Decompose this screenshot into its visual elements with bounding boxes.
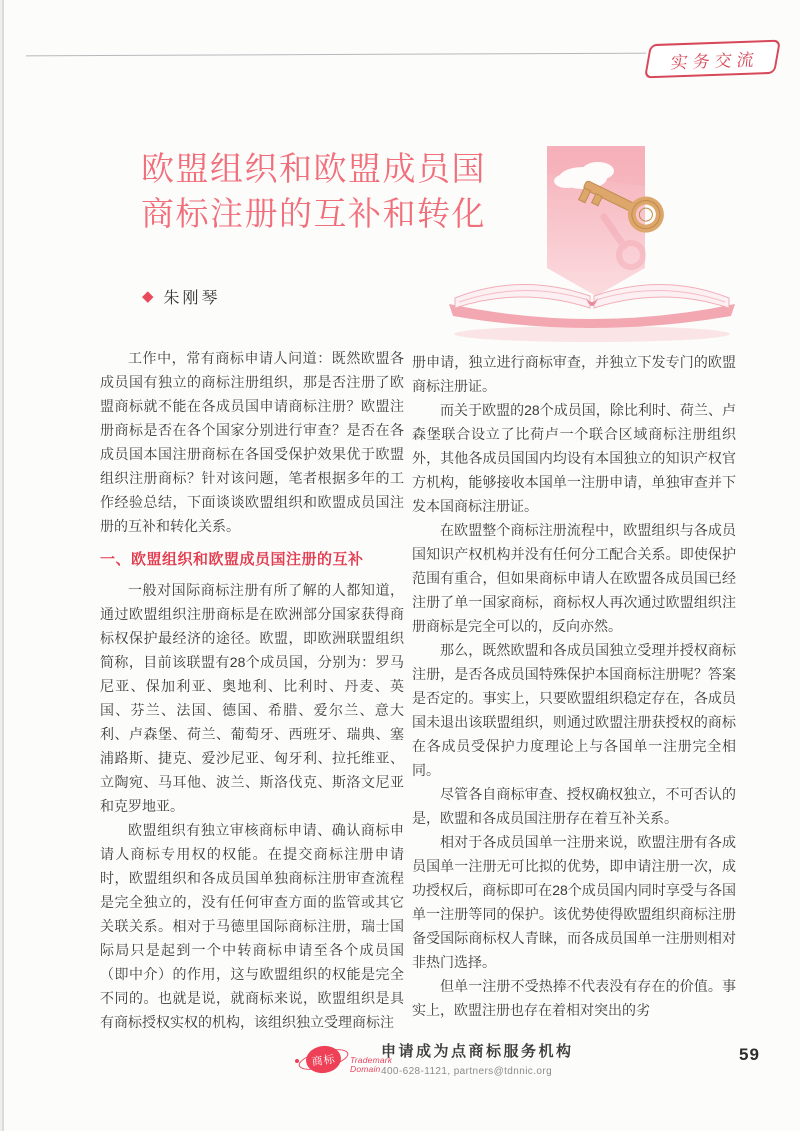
paragraph: 册申请，独立进行商标审查，并独立下发专门的欧盟商标注册证。: [412, 354, 736, 394]
paragraph: 在欧盟整个商标注册流程中，欧盟组织与各成员国知识产权机构并没有任何分工配合关系。即使保护范围有重合，但如果商标申请人在欧盟各成员国已经注册了单一国家商标，商标权人再次通过欧盟组织注册商标是完全可以的，反向亦然。: [412, 522, 736, 634]
paragraph: 而关于欧盟的28个成员国，除比利时、荷兰、卢森堡联合设立了比荷卢一个联合区域商标注册组织外，其他各成员国国内均设有本国独立的知识产权官方机构，能够接收本国单一注册申请，单独审查并下发本国商标注册证。: [412, 402, 736, 514]
right-column: [412, 350, 736, 1022]
footer-service-title: 申请成为点商标服务机构: [381, 1043, 574, 1060]
column-tag-badge: [644, 40, 781, 79]
paragraph: 那么，既然欧盟和各成员国独立受理并授权商标注册，是否各成员国特殊保护本国商标注册呢？答案是否定的。事实上，只要欧盟组织稳定存在，各成员国未退出该联盟组织，则通过欧盟注册获授权的商标在各成员受保护力度理论上与各国单一注册完全相同。: [412, 642, 736, 778]
page-number: 59: [739, 1045, 760, 1064]
section-heading: 一、欧盟组织和欧盟成员国注册的互补: [100, 551, 364, 568]
paragraph: 但单一注册不受热捧不代表没有存在的价值。事实上，欧盟注册也存在着相对突出的劣: [412, 978, 736, 1018]
article-title-line2: 商标注册的互补和转化: [141, 195, 486, 232]
footer-service-contact: 400-628-1121, partners@tdnnic.org: [381, 1066, 553, 1077]
paragraph: 尽管各自商标审查、授权确权独立，不可否认的是，欧盟和各成员国注册存在着互补关系。: [412, 786, 736, 826]
paragraph: 相对于各成员国单一注册来说，欧盟注册有各成员国单一注册无可比拟的优势，即申请注册一次，成功授权后，商标即可在28个成员国内同时享受与各国单一注册等同的保护。该优势使得欧盟组织商标注册备受国际商标权人青睐，而各成员国单一注册则相对非热门选择。: [412, 834, 736, 970]
logo-caption-line2: Domain: [350, 1064, 381, 1074]
column-tag-label: 实务交流: [669, 49, 760, 73]
logo-dot-icon: [295, 1059, 299, 1063]
footer-service-block: [381, 1040, 574, 1077]
logo-globe-icon: 商标: [304, 1044, 342, 1076]
left-column: [100, 346, 404, 1034]
trademark-domain-logo: [301, 1043, 345, 1077]
paragraph: 欧盟组织有独立审核商标申请、确认商标申请人商标专用权的权能。在提交商标注册申请时，欧盟组织和各成员国单独商标注册审查流程是完全独立的，没有任何审查方面的监管或其它关联关系。相对于马德里国际商标注册，瑞士国际局只是起到一个中转商标申请至各个成员国（即中介）的作用，这与欧盟组织的权能是完全不同的。也就是说，就商标来说，欧盟组织是具有商标授权实权的机构，该组织独立受理商标注: [100, 822, 404, 1030]
paragraph: 工作中，常有商标申请人问道：既然欧盟各成员国有独立的商标注册组织，那是否注册了欧盟商标就不能在各成员国申请商标注册？欧盟注册商标是否在各个国家分别进行审查？是否在各成员国本国注册商标在各国受保护效果优于欧盟组织注册商标？针对该问题，笔者根据多年的工作经验总结，下面谈谈欧盟组织和欧盟成员国注册的互补和转化关系。: [100, 350, 404, 534]
article-title: [141, 146, 486, 236]
logo-caption-line1: Trademark: [350, 1055, 393, 1065]
diamond-bullet-icon: ◆: [142, 288, 154, 305]
header-rule: [26, 53, 646, 57]
book-key-illustration: [443, 126, 741, 356]
author-name: 朱刚琴: [163, 290, 221, 307]
page-edge-line: [2, 0, 4, 1131]
article-title-line1: 欧盟组织和欧盟成员国: [141, 150, 486, 187]
paragraph: 一般对国际商标注册有所了解的人都知道，通过欧盟组织注册商标是在欧洲部分国家获得商标权保护最经济的途径。欧盟，即欧洲联盟组织简称，目前该联盟有28个成员国，分别为：罗马尼亚、保加利亚、奥地利、比利时、丹麦、英国、芬兰、法国、德国、希腊、爱尔兰、意大利、卢森堡、荷兰、葡萄牙、西班牙、瑞典、塞浦路斯、捷克、爱沙尼亚、匈牙利、拉托维亚、立陶宛、马耳他、波兰、斯洛伐克、斯洛文尼亚和克罗地亚。: [100, 582, 404, 814]
author-line: [142, 285, 221, 308]
